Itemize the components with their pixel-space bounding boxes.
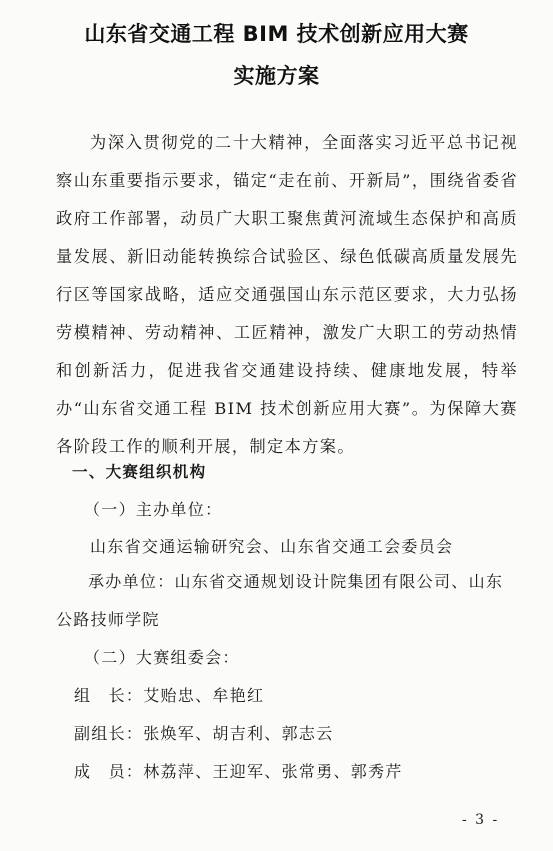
committee-leader: 组 长：艾贻忠、牟艳红 [74,686,265,705]
page-number: - 3 - [462,812,500,828]
organizers-text: 承办单位：山东省交通规划设计院集团有限公司、山东公路技师学院 [56,572,504,629]
intro-paragraph: 为深入贯彻党的二十大精神，全面落实习近平总书记视察山东重要指示要求，锚定“走在前、开新局”，围绕省委省政府工作部署，动员广大职工聚焦黄河流域生态保护和高质量发展、新旧动能转换综合试验区、绿色低碳高质量发展先行区等国家战略，适应交通强国山东示范区要求，大力弘扬劳模精神、劳动精神、工匠精神，激发广大职工的劳动热情和创新活力，促进我省交通建设持续、健康地发展，特举办“山东省交通工程 BIM 技术创新应用大赛”。为保障大赛各阶段工作的顺利开展，制定本方案。 [56,133,518,456]
subheading-committee: （二）大赛组委会： [84,648,240,667]
committee-deputy: 副组长：张焕军、胡吉利、郭志云 [74,724,334,743]
committee-members: 成 员：林荔萍、王迎军、张常勇、郭秀芹 [74,762,403,781]
document-subtitle: 实施方案 [233,64,320,88]
subheading-sponsors: （一）主办单位： [84,500,223,519]
sponsors-text: 山东省交通运输研究会、山东省交通工会委员会 [90,537,454,556]
document-title: 山东省交通工程 BIM 技术创新应用大赛 [84,22,469,46]
section-heading-organization: 一、大赛组织机构 [72,463,207,481]
